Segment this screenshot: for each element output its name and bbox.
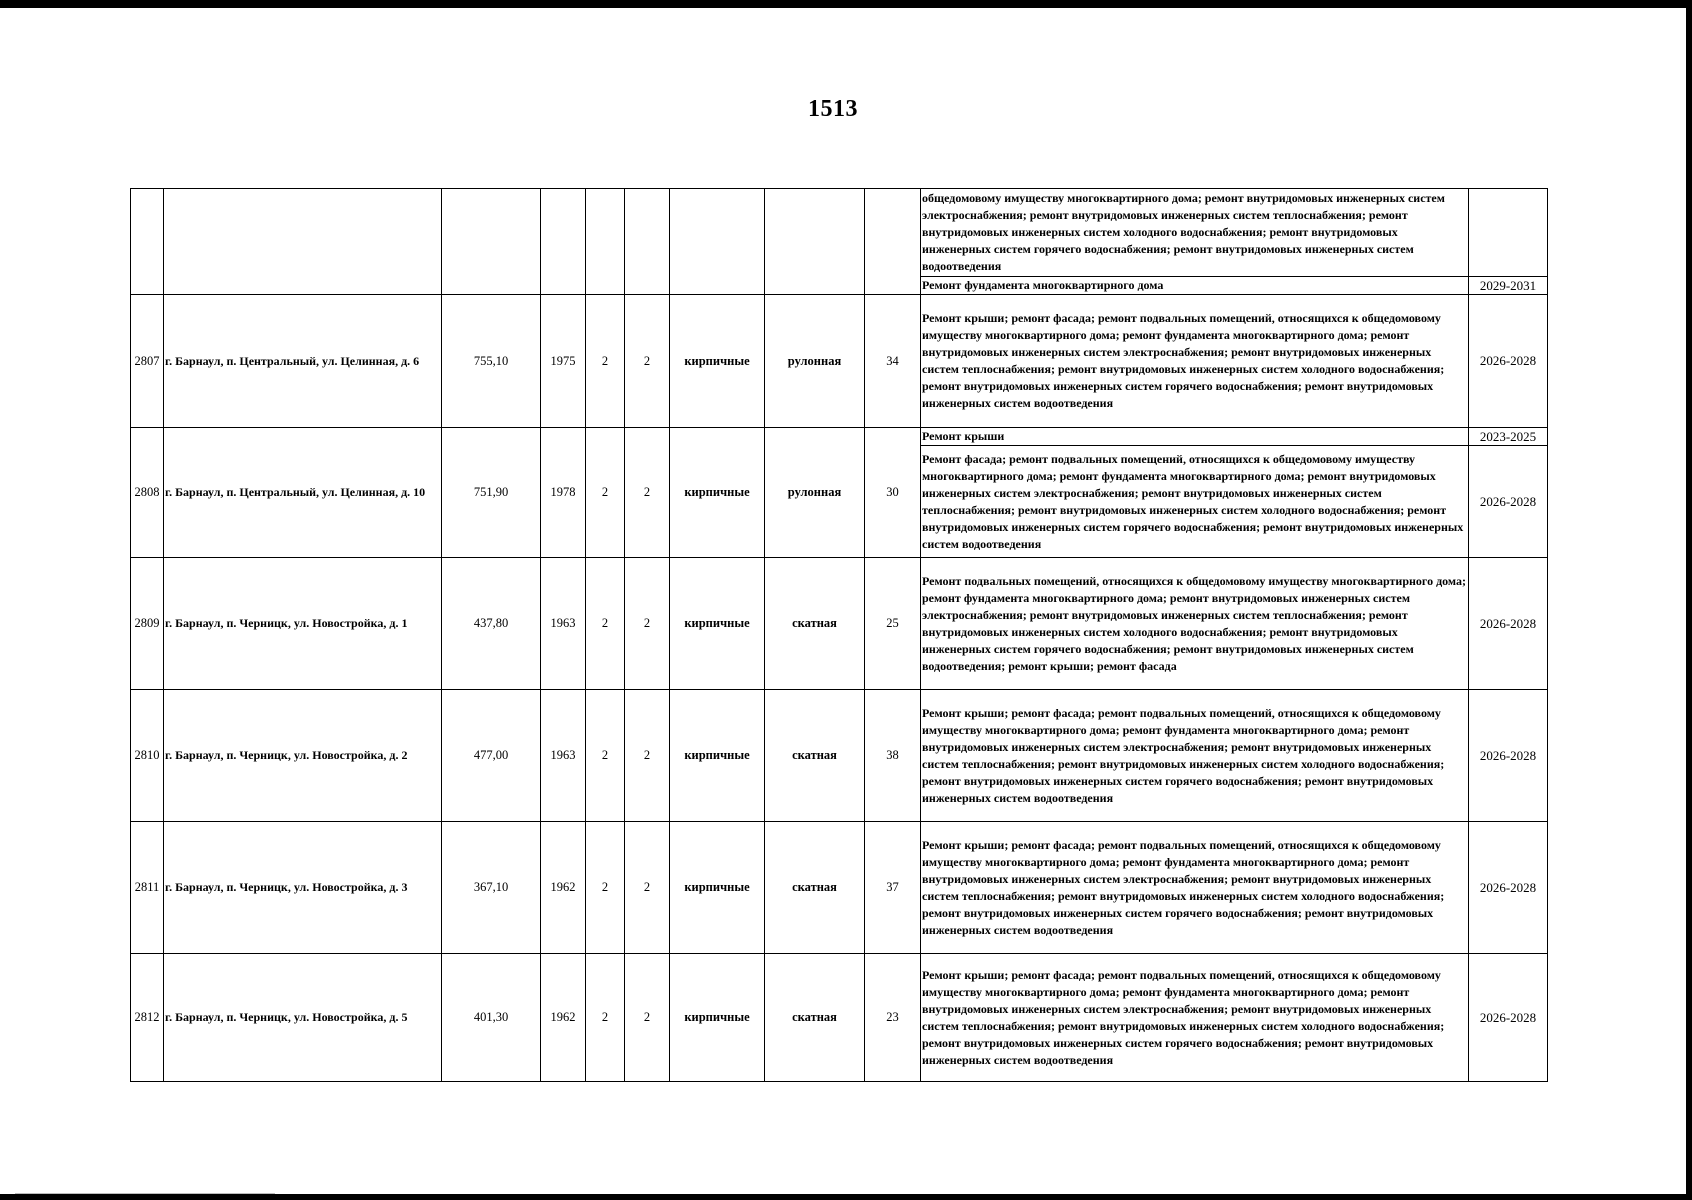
period-cell: 2026-2028 (1469, 690, 1548, 822)
works-cell: Ремонт подвальных помещений, относящихся к общедомовому имуществу многоквартирного дома; ремонт фундамента многоквартирного дома; ремонт внутридомовых инженерных систем электроснабжения; ремонт внутридомовых инженерных систем теплоснабжения; ремонт внутридомовых инженерных систем холодного водоснабжения; ремонт внутридомовых инженерных систем горячего водоснабжения; ремонт внутридомовых инженерных систем водоотведения; ремонт крыши; ремонт фасада (921, 558, 1469, 690)
roof-cell: рулонная (765, 428, 865, 558)
period-cell: 2023-2025 (1469, 428, 1548, 446)
roof-cell (765, 189, 865, 295)
residents-cell: 23 (865, 954, 921, 1082)
table-row (131, 822, 1548, 954)
residents-cell: 34 (865, 295, 921, 428)
repair-schedule-table (130, 188, 1548, 1082)
entrances-cell: 2 (625, 295, 670, 428)
walls-cell: кирпичные (670, 558, 765, 690)
address-cell: г. Барнаул, п. Черницк, ул. Новостройка, д. 3 (164, 822, 442, 954)
period-cell: 2026-2028 (1469, 558, 1548, 690)
roof-cell: рулонная (765, 295, 865, 428)
roof-cell: скатная (765, 954, 865, 1082)
floors-cell: 2 (586, 822, 625, 954)
period-cell: 2026-2028 (1469, 295, 1548, 428)
row-number: 2812 (131, 954, 164, 1082)
works-cell: общедомовому имуществу многоквартирного дома; ремонт внутридомовых инженерных систем электроснабжения; ремонт внутридомовых инженерных систем теплоснабжения; ремонт внутридомовых инженерных систем холодного водоснабжения; ремонт внутридомовых инженерных систем горячего водоснабжения; ремонт внутридомовых инженерных систем водоотведения (921, 189, 1469, 277)
year-cell (541, 189, 586, 295)
residents-cell: 37 (865, 822, 921, 954)
entrances-cell: 2 (625, 690, 670, 822)
scan-border-right (1686, 0, 1692, 1200)
row-number: 2808 (131, 428, 164, 558)
entrances-cell (625, 189, 670, 295)
area-cell: 437,80 (442, 558, 541, 690)
residents-cell: 38 (865, 690, 921, 822)
scan-border-bottom (0, 1194, 1692, 1200)
area-cell (442, 189, 541, 295)
table-row (131, 428, 1548, 446)
year-cell: 1962 (541, 822, 586, 954)
floors-cell: 2 (586, 428, 625, 558)
year-cell: 1963 (541, 690, 586, 822)
area-cell: 367,10 (442, 822, 541, 954)
walls-cell: кирпичные (670, 690, 765, 822)
period-cell: 2029-2031 (1469, 277, 1548, 295)
walls-cell: кирпичные (670, 295, 765, 428)
works-cell: Ремонт фундамента многоквартирного дома (921, 277, 1469, 295)
floors-cell: 2 (586, 690, 625, 822)
year-cell: 1962 (541, 954, 586, 1082)
year-cell: 1975 (541, 295, 586, 428)
works-cell: Ремонт крыши; ремонт фасада; ремонт подвальных помещений, относящихся к общедомовому имуществу многоквартирного дома; ремонт фундамента многоквартирного дома; ремонт внутридомовых инженерных систем электроснабжения; ремонт внутридомовых инженерных систем теплоснабжения; ремонт внутридомовых инженерных систем холодного водоснабжения; ремонт внутридомовых инженерных систем горячего водоснабжения; ремонт внутридомовых инженерных систем водоотведения (921, 295, 1469, 428)
row-number: 2807 (131, 295, 164, 428)
works-cell: Ремонт фасада; ремонт подвальных помещений, относящихся к общедомовому имуществу многоквартирного дома; ремонт фундамента многоквартирного дома; ремонт внутридомовых инженерных систем электроснабжения; ремонт внутридомовых инженерных систем теплоснабжения; ремонт внутридомовых инженерных систем холодного водоснабжения; ремонт внутридомовых инженерных систем горячего водоснабжения; ремонт внутридомовых инженерных систем водоотведения (921, 446, 1469, 558)
period-cell: 2026-2028 (1469, 822, 1548, 954)
table-row (131, 954, 1548, 1082)
roof-cell: скатная (765, 558, 865, 690)
address-cell (164, 189, 442, 295)
floors-cell: 2 (586, 954, 625, 1082)
floors-cell: 2 (586, 558, 625, 690)
period-cell: 2026-2028 (1469, 954, 1548, 1082)
works-cell: Ремонт крыши (921, 428, 1469, 446)
address-cell: г. Барнаул, п. Центральный, ул. Целинная, д. 10 (164, 428, 442, 558)
table-body (131, 189, 1548, 1082)
residents-cell: 25 (865, 558, 921, 690)
row-number: 2811 (131, 822, 164, 954)
walls-cell: кирпичные (670, 954, 765, 1082)
area-cell: 755,10 (442, 295, 541, 428)
works-cell: Ремонт крыши; ремонт фасада; ремонт подвальных помещений, относящихся к общедомовому имуществу многоквартирного дома; ремонт фундамента многоквартирного дома; ремонт внутридомовых инженерных систем электроснабжения; ремонт внутридомовых инженерных систем теплоснабжения; ремонт внутридомовых инженерных систем холодного водоснабжения; ремонт внутридомовых инженерных систем горячего водоснабжения; ремонт внутридомовых инженерных систем водоотведения (921, 690, 1469, 822)
residents-cell: 30 (865, 428, 921, 558)
walls-cell (670, 189, 765, 295)
period-cell: 2026-2028 (1469, 446, 1548, 558)
row-number (131, 189, 164, 295)
residents-cell (865, 189, 921, 295)
table-row (131, 558, 1548, 690)
works-cell: Ремонт крыши; ремонт фасада; ремонт подвальных помещений, относящихся к общедомовому имуществу многоквартирного дома; ремонт фундамента многоквартирного дома; ремонт внутридомовых инженерных систем электроснабжения; ремонт внутридомовых инженерных систем теплоснабжения; ремонт внутридомовых инженерных систем холодного водоснабжения; ремонт внутридомовых инженерных систем горячего водоснабжения; ремонт внутридомовых инженерных систем водоотведения (921, 954, 1469, 1082)
scan-border-top (0, 0, 1692, 8)
year-cell: 1963 (541, 558, 586, 690)
address-cell: г. Барнаул, п. Черницк, ул. Новостройка, д. 1 (164, 558, 442, 690)
works-cell: Ремонт крыши; ремонт фасада; ремонт подвальных помещений, относящихся к общедомовому имуществу многоквартирного дома; ремонт фундамента многоквартирного дома; ремонт внутридомовых инженерных систем электроснабжения; ремонт внутридомовых инженерных систем теплоснабжения; ремонт внутридомовых инженерных систем холодного водоснабжения; ремонт внутридомовых инженерных систем горячего водоснабжения; ремонт внутридомовых инженерных систем водоотведения (921, 822, 1469, 954)
area-cell: 477,00 (442, 690, 541, 822)
roof-cell: скатная (765, 690, 865, 822)
row-number: 2810 (131, 690, 164, 822)
floors-cell (586, 189, 625, 295)
row-number: 2809 (131, 558, 164, 690)
floors-cell: 2 (586, 295, 625, 428)
entrances-cell: 2 (625, 954, 670, 1082)
roof-cell: скатная (765, 822, 865, 954)
table-row (131, 189, 1548, 277)
address-cell: г. Барнаул, п. Черницк, ул. Новостройка, д. 5 (164, 954, 442, 1082)
page-number: 1513 (808, 96, 858, 122)
period-cell (1469, 189, 1548, 277)
entrances-cell: 2 (625, 558, 670, 690)
year-cell: 1978 (541, 428, 586, 558)
area-cell: 401,30 (442, 954, 541, 1082)
address-cell: г. Барнаул, п. Центральный, ул. Целинная, д. 6 (164, 295, 442, 428)
walls-cell: кирпичные (670, 428, 765, 558)
address-cell: г. Барнаул, п. Черницк, ул. Новостройка, д. 2 (164, 690, 442, 822)
walls-cell: кирпичные (670, 822, 765, 954)
scan-artifact-line (15, 1193, 275, 1194)
table-row (131, 690, 1548, 822)
entrances-cell: 2 (625, 822, 670, 954)
area-cell: 751,90 (442, 428, 541, 558)
table-row (131, 295, 1548, 428)
entrances-cell: 2 (625, 428, 670, 558)
